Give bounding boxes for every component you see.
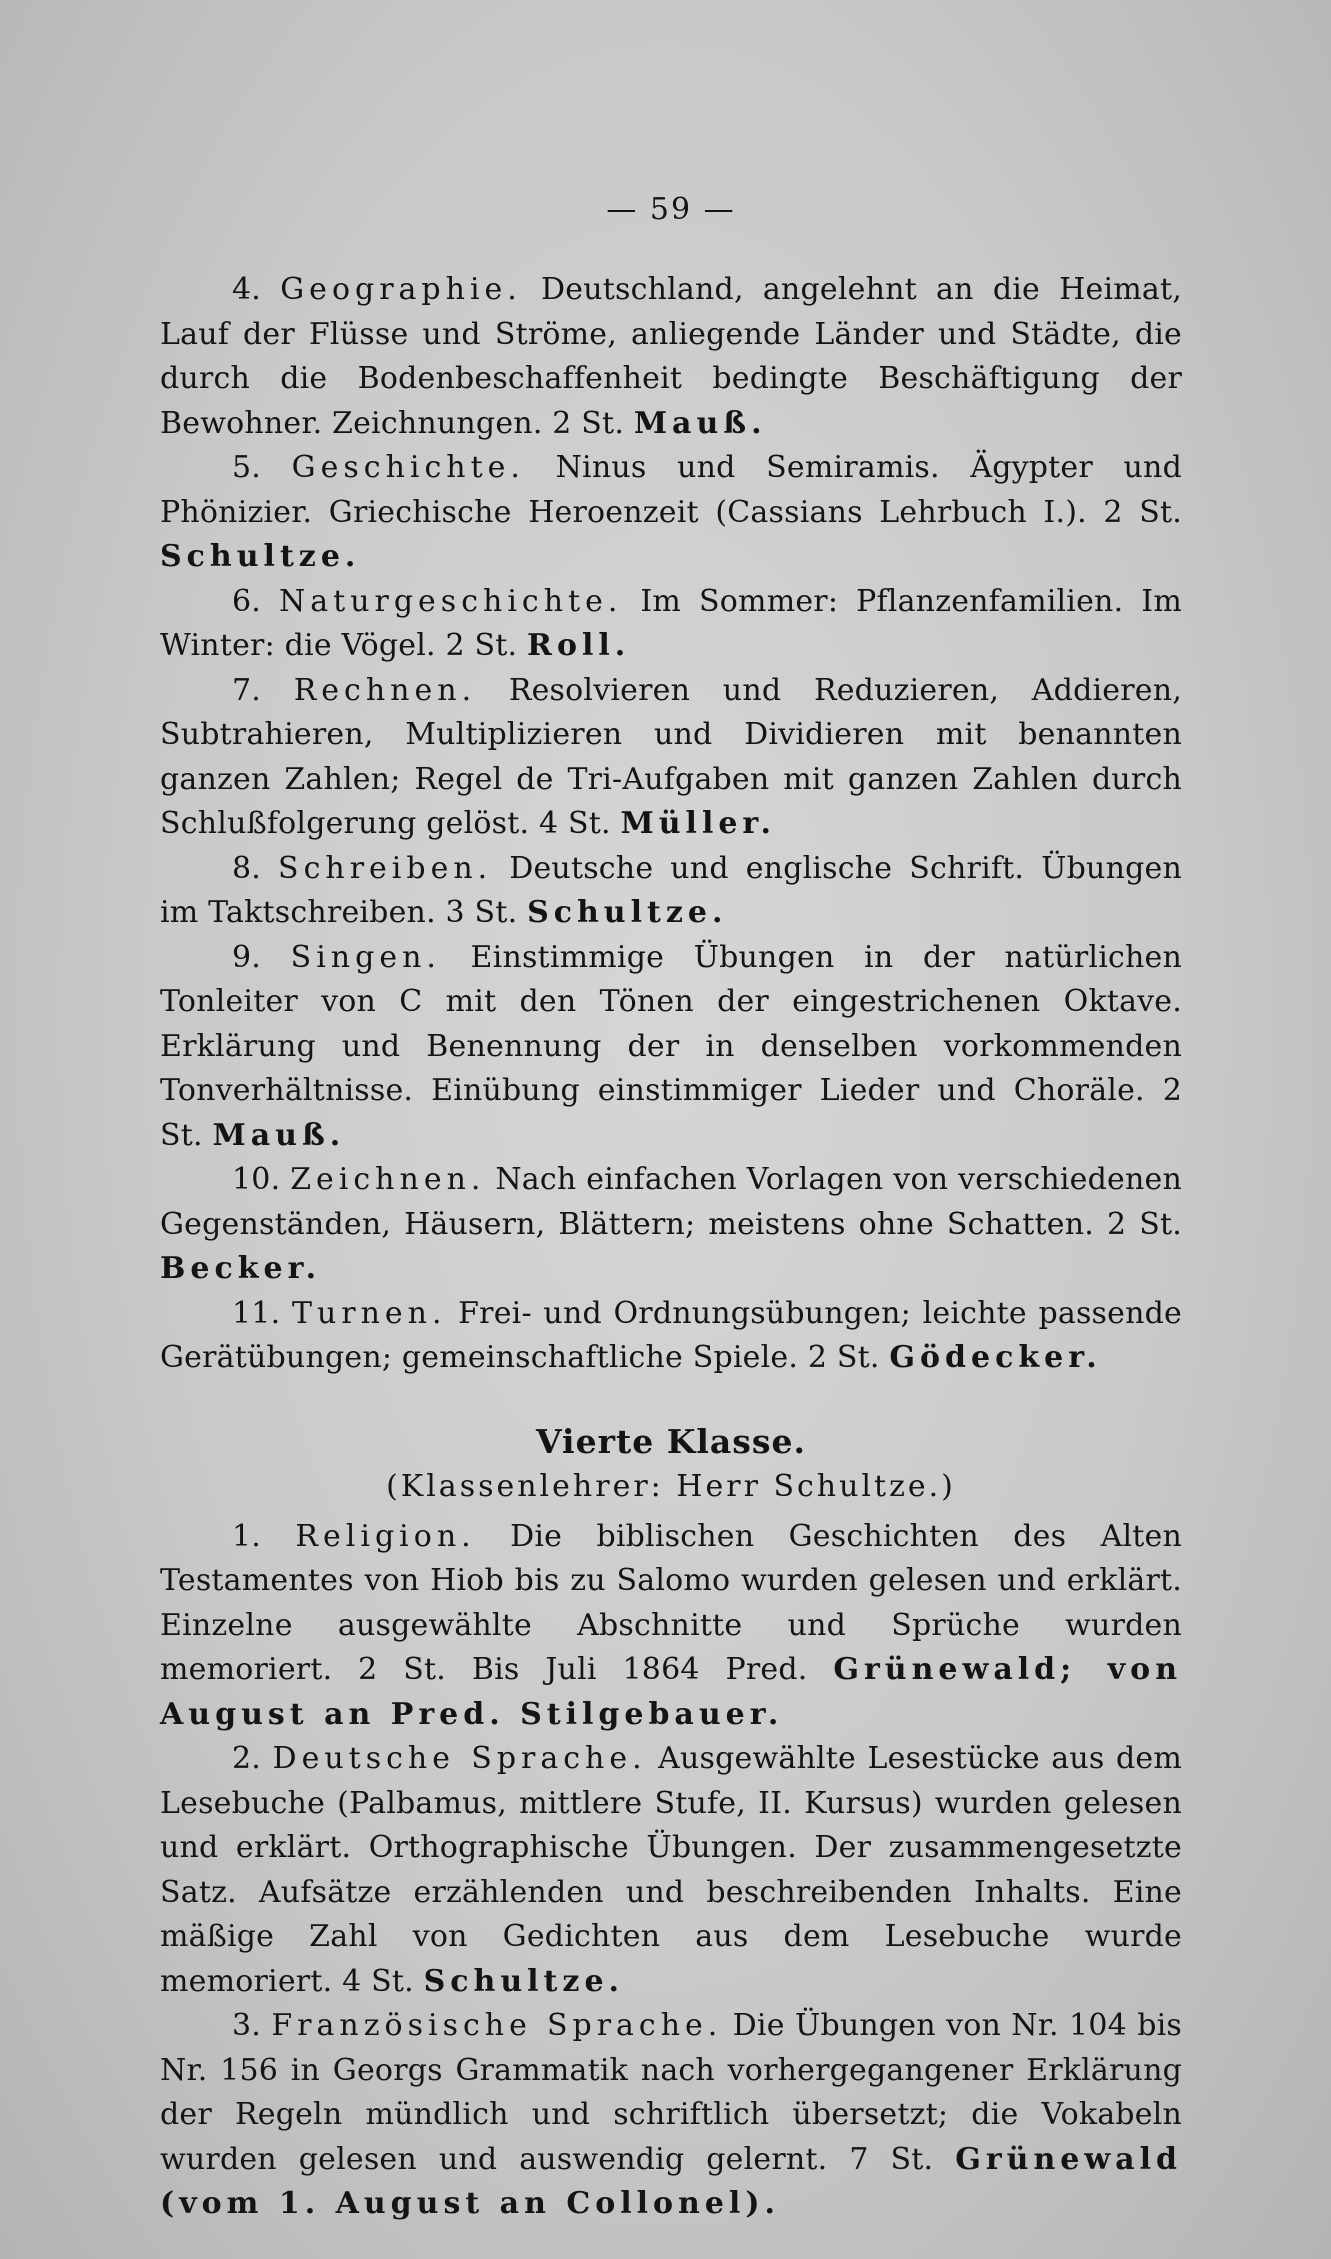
subject-title: Singen. (290, 939, 441, 975)
list-item (160, 936, 1182, 1159)
item-text: Ausgewählte Lesestücke aus dem Lesebuche (Palbamus, mittlere Stufe, II. Kursus) wurden gelesen und erklärt. Orthographische Übungen. Der zusammengesetzte Satz. Aufsätze erzählenden und beschreibenden Inhalts. Eine mäßige Zahl von Gedichten aus dem Lesebuche wurde memoriert. 4 St. (160, 1741, 1182, 1999)
list-item (160, 2004, 1182, 2227)
item-text: Die Übungen von Nr. 104 bis Nr. 156 in Georgs Grammatik nach vorhergegangener Erklärung der Regeln mündlich und schriftlich übersetzt; die Vokabeln wurden gelesen und auswendig gelernt. 7 St. (160, 2008, 1182, 2177)
teacher-name: Mauß. (633, 405, 767, 441)
item-number: 10. (232, 1162, 281, 1197)
list-item (160, 268, 1182, 446)
subject-title: Deutsche Sprache. (272, 1741, 647, 1776)
subject-title: Geschichte. (291, 450, 525, 485)
item-text: Einstimmige Übungen in der natürlichen Tonleiter von C mit den Tönen der eingestrichenen Oktave. Erklärung und Benennung der in denselben vorkommenden Tonverhältnisse. Einübung einstimmiger Lieder und Choräle. 2 St. (160, 939, 1182, 1153)
item-number: 4. (232, 272, 262, 307)
item-number: 2. (232, 1741, 262, 1776)
teacher-name: Grünewald; von August an Pred. Stilgebauer. (160, 1652, 1183, 1732)
list-item (160, 446, 1182, 580)
page-text (160, 188, 1182, 2227)
item-text: Ninus und Semiramis. Ägypter und Phönizier. Griechische Heroenzeit (Cassians Lehrbuch I.). 2 St. (160, 450, 1182, 530)
item-number: 9. (232, 939, 262, 975)
list-item (160, 1515, 1182, 1738)
item-number: 3. (232, 2008, 262, 2043)
subject-title: Zeichnen. (290, 1162, 486, 1197)
teacher-name: Schultze. (527, 895, 728, 930)
teacher-name: Gödecker. (889, 1340, 1102, 1375)
subject-title: Schreiben. (278, 850, 493, 886)
item-number: 7. (232, 672, 262, 708)
subject-title: Geographie. (280, 272, 522, 307)
item-number: 6. (232, 583, 262, 619)
item-number: 1. (232, 1518, 262, 1554)
item-text: Resolvieren und Reduzieren, Addieren, Subtrahieren, Multiplizieren und Dividieren mit benannten ganzen Zahlen; Regel de Tri-Aufgaben mit ganzen Zahlen durch Schlußfolgerung gelöst. 4 St. (160, 672, 1182, 841)
subject-title: Rechnen. (293, 672, 477, 708)
teacher-name: Schultze. (160, 539, 361, 574)
item-text: Frei- und Ordnungsübungen; leichte passende Gerätübungen; gemeinschaftliche Spiele. 2 St. (160, 1295, 1182, 1375)
teacher-name: Mauß. (212, 1117, 346, 1153)
list-item (160, 1158, 1182, 1292)
list-item (160, 1292, 1182, 1381)
subject-title: Religion. (295, 1518, 476, 1554)
list-item (160, 580, 1182, 669)
section-subheading: (Klassenlehrer: Herr Schultze.) (386, 1468, 956, 1504)
list-item (160, 669, 1182, 847)
subject-title: Turnen. (291, 1295, 447, 1331)
subject-title: Naturgeschichte. (279, 583, 623, 619)
teacher-name: Roll. (527, 628, 631, 663)
item-number: 5. (232, 450, 262, 485)
item-text: Nach einfachen Vorlagen von verschiedenen Gegenständen, Häusern, Blättern; meistens ohne Schatten. 2 St. (160, 1162, 1182, 1242)
section-heading: Vierte Klasse. (536, 1421, 806, 1461)
teacher-name: Müller. (620, 806, 776, 841)
teacher-name: Schultze. (423, 1963, 624, 1999)
page-number: — 59 — (606, 192, 736, 227)
item-number: 11. (232, 1295, 281, 1331)
item-text: Deutsche und englische Schrift. Übungen im Taktschreiben. 3 St. (160, 850, 1182, 930)
teacher-name: Grünewald (vom 1. August an Collonel). (160, 2141, 1182, 2221)
list-item (160, 1737, 1182, 2004)
teacher-name: Becker. (160, 1251, 322, 1286)
item-text: Im Sommer: Pflanzenfamilien. Im Winter: die Vögel. 2 St. (160, 583, 1182, 663)
list-item (160, 847, 1182, 936)
item-number: 8. (232, 850, 262, 886)
item-text: Die biblischen Geschichten des Alten Testamentes von Hiob bis zu Salomo wurden gelesen und erklärt. Einzelne ausgewählte Abschnitte und Sprüche wurden memoriert. 2 St. Bis Juli 1864 Pred. (160, 1518, 1182, 1687)
item-text: Deutschland, angelehnt an die Heimat, Lauf der Flüsse und Ströme, anliegende Länder und Städte, die durch die Bodenbeschaffenheit bedingte Beschäftigung der Bewohner. Zeichnungen. 2 St. (160, 272, 1182, 441)
subject-title: Französische Sprache. (271, 2008, 723, 2043)
